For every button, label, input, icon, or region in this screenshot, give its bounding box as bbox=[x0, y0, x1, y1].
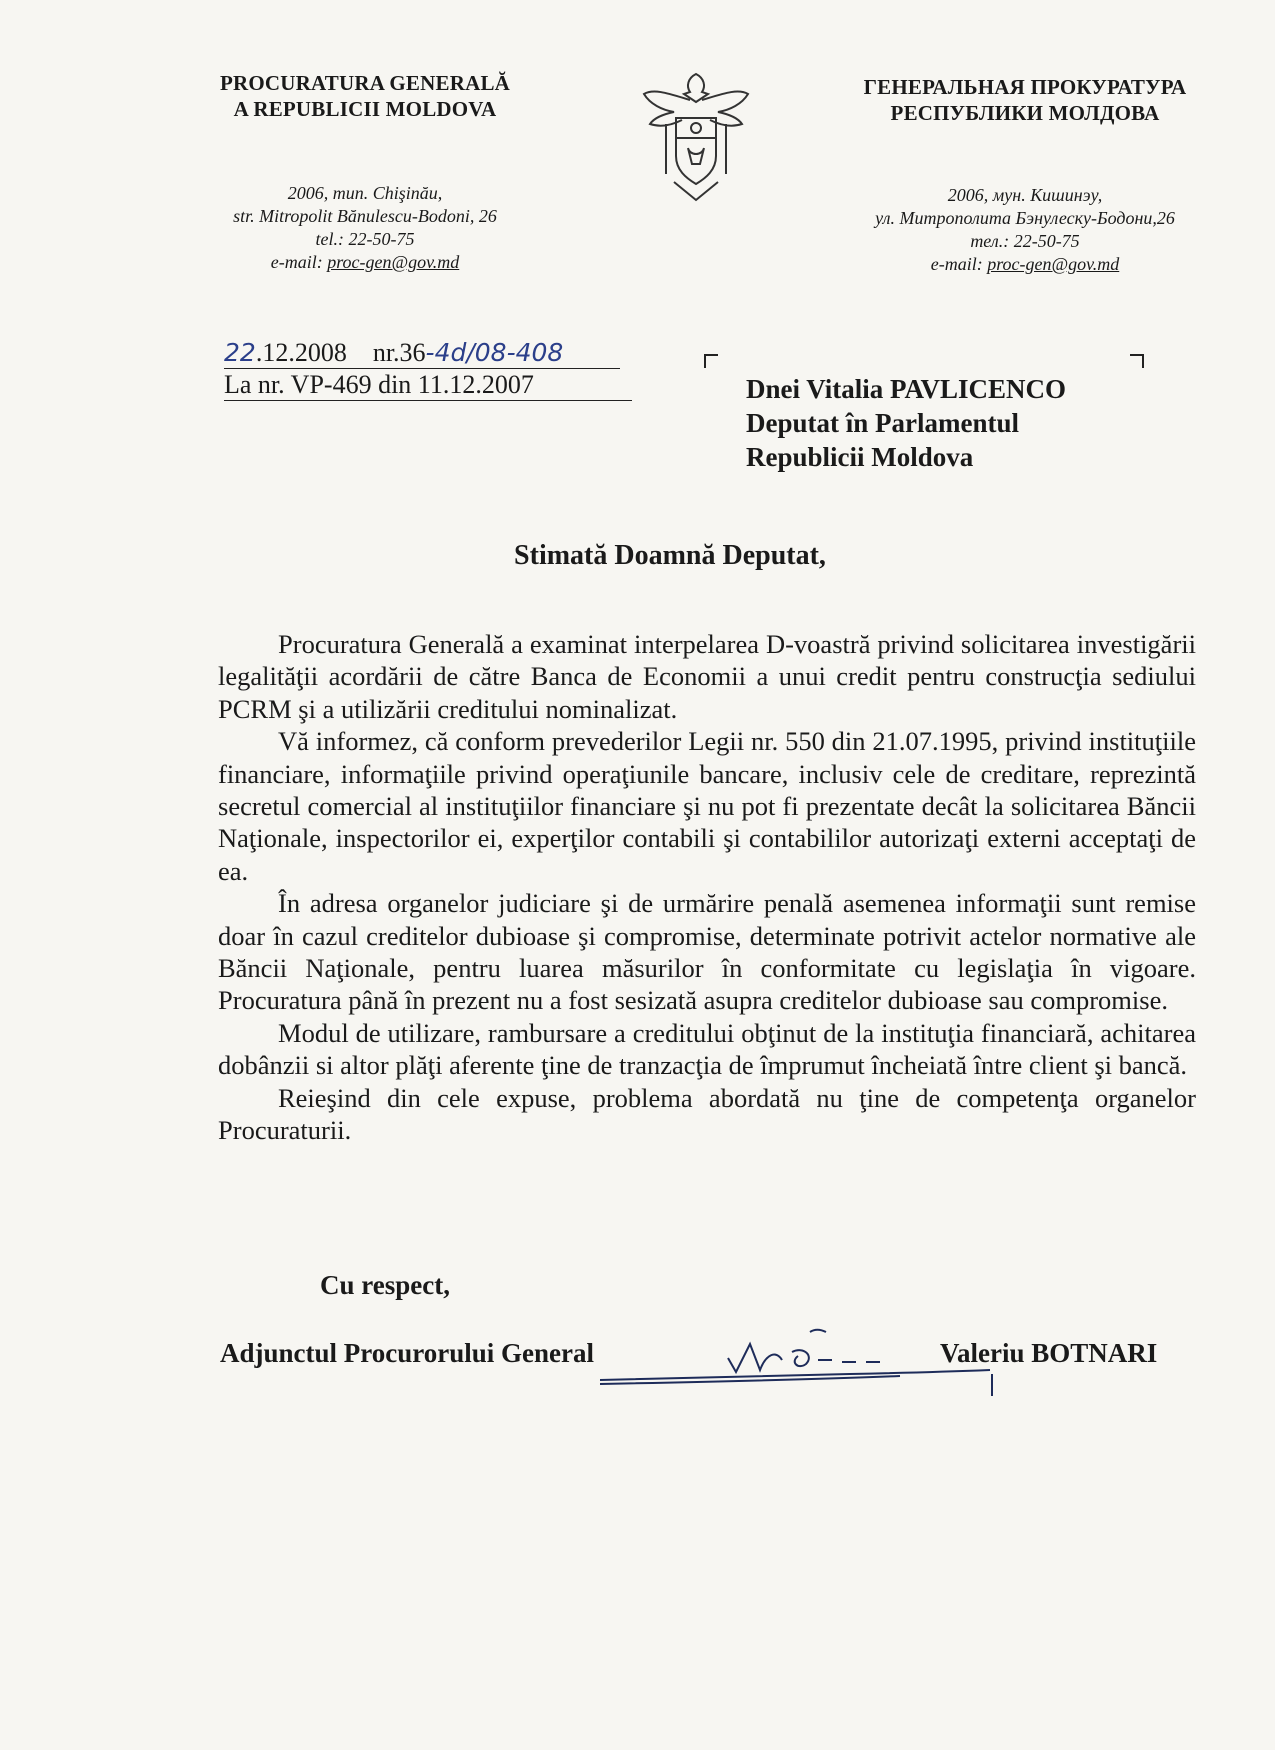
address-ru: 2006, мун. Кишинэу, ул. Митрополита Бэнулеску-Бодони,26 тел.: 22-50-75 e-mail: proc-gen@gov.md bbox=[875, 185, 1175, 274]
signatory-title: Adjunctul Procurorului General bbox=[220, 1338, 595, 1368]
handwritten-number: -4d/08-408 bbox=[425, 338, 564, 367]
reference-underline-2 bbox=[224, 400, 632, 401]
header-left bbox=[180, 70, 550, 274]
reference-la-nr: La nr. VP-469 din 11.12.2007 bbox=[224, 370, 534, 399]
addressee-corner-left bbox=[704, 354, 718, 368]
email-link-ru[interactable]: proc-gen@gov.md bbox=[987, 254, 1120, 274]
salutation: Stimată Doamnă Deputat, bbox=[514, 540, 826, 571]
signatory-name: Valeriu BOTNARI bbox=[940, 1338, 1158, 1368]
reference-date-number: 22.12.2008 nr.36-4d/08-408 bbox=[224, 338, 564, 367]
letter-body bbox=[218, 628, 1196, 1147]
coat-of-arms-emblem bbox=[640, 64, 752, 204]
closing: Cu respect, bbox=[320, 1270, 450, 1300]
body-paragraph: Reieşind din cele expuse, problema abordată nu ţine de competenţa organelor Procuraturii. bbox=[218, 1082, 1196, 1146]
body-paragraph: Modul de utilizare, rambursare a creditului obţinut de la instituţia financiară, achitarea dobânzii si altor plăţi aferente ţine de tranzacţia de împrumut încheiată între client şi bancă. bbox=[218, 1017, 1196, 1081]
address-ro: 2006, mun. Chişinău, str. Mitropolit Bănulescu-Bodoni, 26 tel.: 22-50-75 e-mail: proc-gen@gov.md bbox=[233, 183, 497, 272]
addressee-corner-right bbox=[1130, 354, 1144, 368]
institution-name-ru: ГЕНЕРАЛЬНАЯ ПРОКУРАТУРА РЕСПУБЛИКИ МОЛДОВА bbox=[863, 75, 1187, 125]
handwritten-day: 22 bbox=[224, 338, 256, 367]
addressee-block: Dnei Vitalia PAVLICENCO Deputat în Parlamentul Republicii Moldova bbox=[746, 374, 1067, 472]
header-right bbox=[830, 74, 1220, 276]
body-paragraph: Vă informez, că conform prevederilor Legii nr. 550 din 21.07.1995, privind instituţiile financiare, informaţiile privind operaţiunile bancare, inclusiv cele de creditare, reprezintă secretul comercial al instituţiilor financiare şi nu pot fi prezentate decât la solicitarea Băncii Naţionale, inspectorilor ei, experţilor contabili şi contabililor autorizaţi externi acceptaţi de ea. bbox=[218, 726, 1196, 886]
email-link-ro[interactable]: proc-gen@gov.md bbox=[327, 252, 460, 272]
institution-name-ro: PROCURATURA GENERALĂ A REPUBLICII MOLDOVA bbox=[219, 71, 511, 121]
body-paragraph: În adresa organelor judiciare şi de urmărire penală asemenea informaţii sunt remise doar în cazul creditelor dubioase şi compromise, determinate potrivit actelor normative ale Băncii Naţionale, pentru luarea măsurilor în conformitate cu legislaţia în vigoare. Procuratura până în prezent nu a fost sesizată asupra creditelor dubioase sau compromise. bbox=[218, 888, 1196, 1016]
body-paragraph: Procuratura Generală a examinat interpelarea D-voastră privind solicitarea investigării legalităţii acordării de către Banca de Economii a unui credit pentru construcţia sediului PCRM şi a utilizării creditului nominalizat. bbox=[218, 629, 1196, 724]
